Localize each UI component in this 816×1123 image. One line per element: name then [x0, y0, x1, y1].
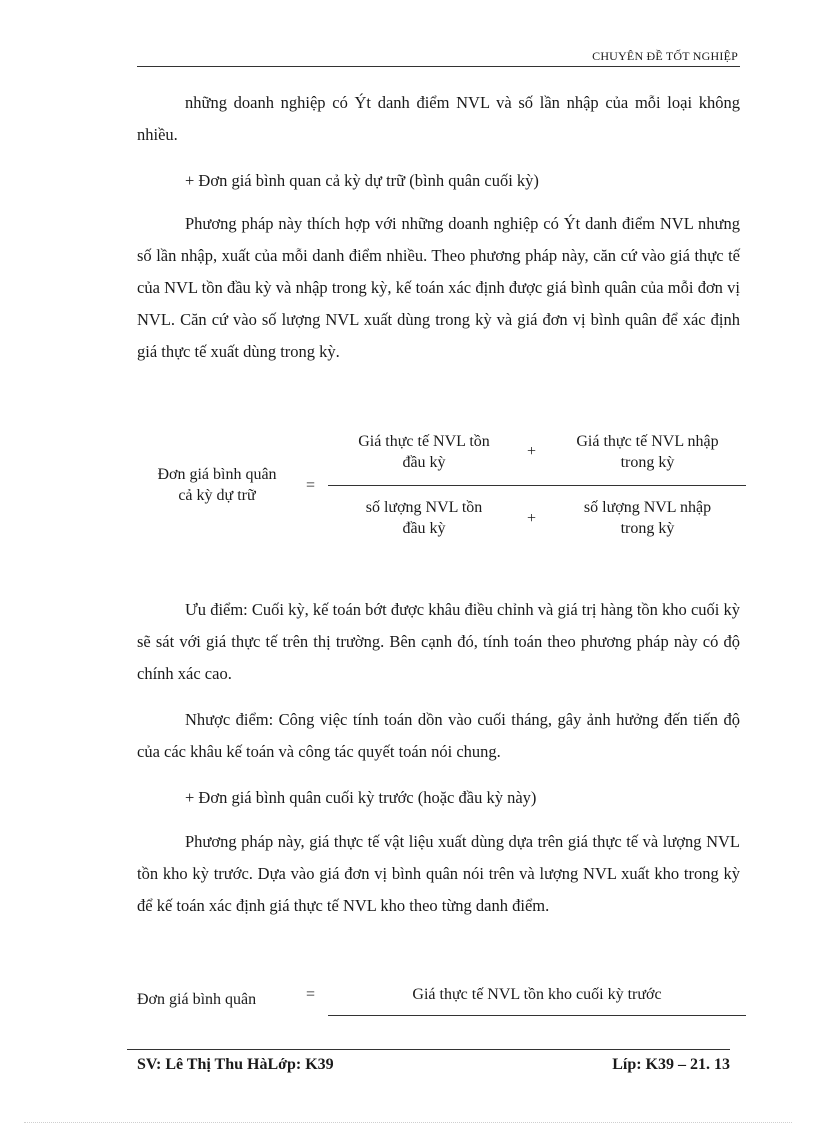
- numerator-purchases-line1: Giá thực tế NVL nhập: [576, 433, 719, 450]
- formula-lhs-line1: Đơn giá bình quân: [157, 466, 277, 483]
- formula-equals-sign: =: [306, 477, 316, 494]
- formula2-lhs: Đơn giá bình quân: [137, 991, 257, 1008]
- paragraph-advantages: Ưu điểm: Cuối kỳ, kế toán bớt được khâu điều chỉnh và giá trị hàng tồn kho cuối kỳ sẽ sát với giá thực tế trên thị trường. Bên cạnh đó, tính toán theo phương pháp này có độ chính xác cao.: [137, 600, 740, 683]
- formula2-equals-sign: =: [306, 986, 316, 1003]
- formula-numerator-opening: [330, 431, 518, 473]
- formula-denominator-purchases: [550, 497, 745, 539]
- formula2-fraction-bar: [328, 1015, 746, 1016]
- formula-lhs-line2: cả kỳ dự trữ: [178, 487, 256, 504]
- paragraph-prior-method-description: Phương pháp này, giá thực tế vật liệu xuất dùng dựa trên giá thực tế và lượng NVL tồn kho kỳ trước. Dựa vào giá đơn vị bình quân nói trên và lượng NVL xuất kho trong kỳ để kế toán xác định giá thực tế NVL kho theo từng danh điểm.: [137, 832, 740, 915]
- paragraph-continuation: [137, 87, 740, 151]
- footer-class-info: Líp: K39 – 21. 13: [612, 1056, 730, 1073]
- paragraph-disadvantages: Nhược điểm: Công việc tính toán dồn vào cuối tháng, gây ảnh hưởng đến tiến độ của các khâu kế toán và công tác quyết toán nói chung.: [137, 710, 740, 761]
- formula-fraction-bar: [328, 485, 746, 486]
- denominator-opening-line2: đầu kỳ: [402, 520, 446, 537]
- paragraph-text: những doanh nghiệp có Ýt danh điểm NVL và số lần nhập của mỗi loại không nhiều.: [137, 93, 740, 144]
- denominator-purchases-line1: số lượng NVL nhập: [583, 499, 712, 516]
- denominator-opening-line1: số lượng NVL tồn: [365, 499, 483, 516]
- footer-rule: [127, 1049, 730, 1050]
- formula-plus-sign-top: +: [527, 443, 537, 460]
- page-header-title: CHUYÊN ĐỀ TỐT NGHIỆP: [592, 49, 738, 63]
- header-rule: [137, 66, 740, 67]
- formula-plus-sign-bottom: +: [527, 510, 537, 527]
- method-heading-prior-period-average: + Đơn giá bình quân cuối kỳ trước (hoặc đầu kỳ này): [185, 788, 537, 807]
- paragraph-method-description: Phương pháp này thích hợp với những doanh nghiệp có Ýt danh điểm NVL nhưng số lần nhập, xuất của mỗi danh điểm nhiều. Theo phương pháp này, căn cứ vào giá thực tế của NVL tồn đầu kỳ và nhập trong kỳ, kế toán xác định được giá bình quân của mỗi đơn vị NVL. Căn cứ vào số lượng NVL xuất dùng trong kỳ và giá đơn vị bình quân để xác định giá thực tế xuất dùng trong kỳ.: [137, 214, 740, 361]
- denominator-purchases-line2: trong kỳ: [620, 520, 675, 537]
- footer-student-info: SV: Lê Thị Thu HàLớp: K39: [137, 1056, 334, 1073]
- formula-denominator-opening: [330, 497, 518, 539]
- formula-numerator-purchases: [550, 431, 745, 473]
- numerator-purchases-line2: trong kỳ: [620, 454, 675, 471]
- formula2-numerator: Giá thực tế NVL tồn kho cuối kỳ trước: [412, 986, 662, 1003]
- numerator-opening-line1: Giá thực tế NVL tồn: [358, 433, 490, 450]
- method-heading-periodic-average: + Đơn giá bình quan cả kỳ dự trữ (bình quân cuối kỳ): [185, 171, 539, 190]
- formula-lhs: [128, 464, 306, 506]
- numerator-opening-line2: đầu kỳ: [402, 454, 446, 471]
